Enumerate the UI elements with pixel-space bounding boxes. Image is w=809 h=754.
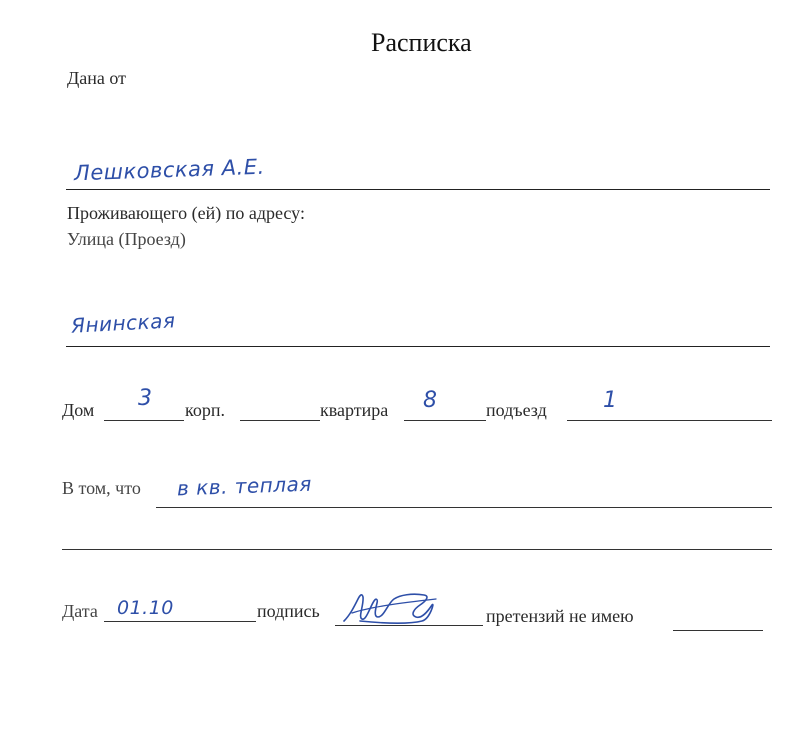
name-handwriting: Лешковская А.Е. (73, 154, 266, 186)
building-line (240, 420, 320, 421)
apartment-handwriting: 8 (423, 388, 438, 413)
document-title: Расписка (371, 28, 472, 57)
reason-handwriting: в кв. теплая (176, 471, 313, 501)
signature-label: подпись (257, 601, 320, 621)
resident-label: Проживающего (ей) по адресу: (67, 203, 305, 223)
entrance-label: подъезд (486, 400, 547, 420)
house-handwriting: 3 (138, 386, 153, 411)
date-handwriting: 01.10 (117, 597, 174, 619)
street-label: Улица (Проезд) (67, 229, 186, 249)
name-line (66, 189, 770, 190)
apartment-label: квартира (320, 400, 389, 420)
reason-line-2 (62, 549, 772, 550)
date-label: Дата (62, 601, 98, 621)
date-line (104, 621, 256, 622)
street-line (66, 346, 770, 347)
apartment-line (404, 420, 486, 421)
signature-mark (340, 585, 440, 630)
reason-label: В том, что (62, 478, 141, 498)
reason-line (156, 507, 772, 508)
no-claims-line (673, 630, 763, 631)
street-handwriting: Янинская (70, 308, 176, 338)
given-from-label: Дана от (67, 68, 127, 88)
entrance-handwriting: 1 (603, 388, 618, 413)
building-label: корп. (185, 400, 225, 420)
house-line (104, 420, 184, 421)
house-label: Дом (62, 400, 95, 420)
no-claims-label: претензий не имею (486, 606, 634, 626)
entrance-line (567, 420, 772, 421)
